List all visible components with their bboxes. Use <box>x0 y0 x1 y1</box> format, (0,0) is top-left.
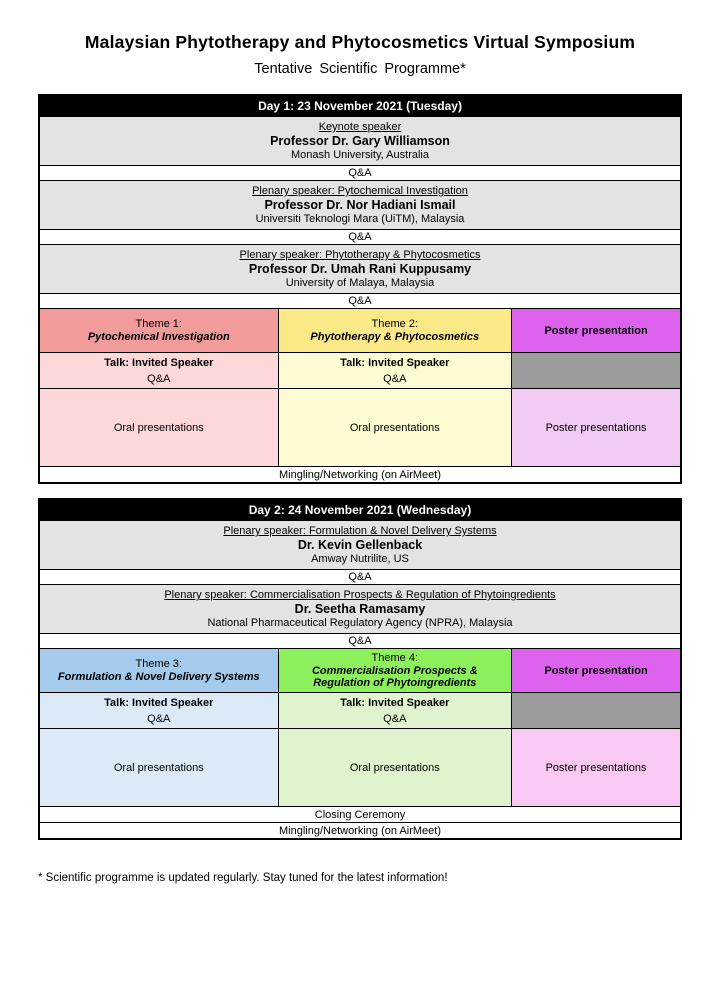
day2-plenary1-name: Dr. Kevin Gellenback <box>297 538 423 552</box>
day1-oral1-cell: Oral presentations <box>40 389 278 466</box>
day1-mingling-row: Mingling/Networking (on AirMeet) <box>40 466 680 482</box>
day2-poster-body-cell: Poster presentations <box>511 729 680 806</box>
day2-theme3-label: Theme 3: <box>135 658 182 670</box>
day2-theme-header-row <box>40 648 680 692</box>
day1-talk-row <box>40 352 680 388</box>
day2-talk2-label: Talk: Invited Speaker <box>340 696 450 709</box>
day2-theme4-title: Commercialisation Prospects & Regulation of Phytoingredients <box>311 665 478 689</box>
day1-theme-header-row <box>40 308 680 352</box>
day1-theme1-title: Pytochemical Investigation <box>87 331 230 343</box>
day2-talk1-qa: Q&A <box>147 712 171 725</box>
day2-header: Day 2: 24 November 2021 (Wednesday) <box>40 500 680 520</box>
day2-theme3-header-cell <box>40 649 278 692</box>
day2-programme-table <box>38 498 682 840</box>
day1-theme1-label: Theme 1: <box>135 318 182 330</box>
page-title: Malaysian Phytotherapy and Phytocosmetics Virtual Symposium <box>84 32 636 52</box>
day1-plenary2-block <box>40 244 680 293</box>
day1-theme2-header-cell <box>278 309 512 352</box>
day1-theme2-title: Phytotherapy & Phytocosmetics <box>310 331 480 343</box>
day1-keynote-role: Keynote speaker <box>318 121 402 133</box>
day1-keynote-name: Professor Dr. Gary Williamson <box>270 134 450 148</box>
day1-oral2-cell: Oral presentations <box>278 389 512 466</box>
day1-talk-empty-cell <box>511 353 680 388</box>
day2-mingling-row: Mingling/Networking (on AirMeet) <box>40 822 680 838</box>
day2-talk2-qa: Q&A <box>383 712 407 725</box>
footnote: * Scientific programme is updated regularly. Stay tuned for the latest information! <box>38 872 448 884</box>
day2-oral-row <box>40 728 680 806</box>
day2-theme4-label: Theme 4: <box>371 652 419 664</box>
day1-plenary1-affiliation: Universiti Teknologi Mara (UiTM), Malaysia <box>255 213 465 225</box>
day2-oral2-cell: Oral presentations <box>278 729 512 806</box>
day2-qa-2: Q&A <box>40 633 680 648</box>
day2-talk1-label: Talk: Invited Speaker <box>104 696 214 709</box>
day2-plenary1-affiliation: Amway Nutrilite, US <box>311 553 409 565</box>
day2-theme4-header-cell <box>278 649 512 692</box>
day2-oral1-cell: Oral presentations <box>40 729 278 806</box>
day1-keynote-block <box>40 116 680 165</box>
day2-talk2-cell <box>278 693 512 728</box>
day1-poster-header-cell: Poster presentation <box>511 309 680 352</box>
day2-plenary2-block <box>40 584 680 633</box>
day1-plenary2-role: Plenary speaker: Phytotherapy & Phytocosmetics <box>239 249 481 261</box>
day1-talk2-cell <box>278 353 512 388</box>
day1-plenary1-name: Professor Dr. Nor Hadiani Ismail <box>264 198 456 212</box>
day1-plenary1-role: Plenary speaker: Pytochemical Investigation <box>252 185 468 197</box>
day2-theme3-title: Formulation & Novel Delivery Systems <box>57 671 260 683</box>
day2-talk-row <box>40 692 680 728</box>
day1-theme1-header-cell <box>40 309 278 352</box>
page-subtitle: Tentative Scientific Programme* <box>254 61 466 77</box>
day1-theme2-label: Theme 2: <box>371 318 419 330</box>
day2-plenary2-role: Plenary speaker: Commercialisation Prospects & Regulation of Phytoingredients <box>164 589 556 601</box>
day1-programme-table <box>38 94 682 484</box>
day1-talk1-qa: Q&A <box>147 372 171 385</box>
day2-poster-header-cell: Poster presentation <box>511 649 680 692</box>
day2-closing-row: Closing Ceremony <box>40 806 680 822</box>
day2-plenary2-name: Dr. Seetha Ramasamy <box>294 602 426 616</box>
day1-keynote-affiliation: Monash University, Australia <box>291 149 429 161</box>
day1-qa-2: Q&A <box>40 229 680 244</box>
day1-talk2-qa: Q&A <box>383 372 407 385</box>
day2-qa-1: Q&A <box>40 569 680 584</box>
day1-talk1-label: Talk: Invited Speaker <box>104 356 214 369</box>
day2-plenary2-affiliation: National Pharmaceutical Regulatory Agency (NPRA), Malaysia <box>207 617 513 629</box>
day2-plenary1-block <box>40 520 680 569</box>
day1-header: Day 1: 23 November 2021 (Tuesday) <box>40 96 680 116</box>
day1-plenary1-block <box>40 180 680 229</box>
day1-plenary2-affiliation: University of Malaya, Malaysia <box>285 277 435 289</box>
day1-qa-1: Q&A <box>40 165 680 180</box>
day2-talk1-cell <box>40 693 278 728</box>
day2-talk-empty-cell <box>511 693 680 728</box>
day1-qa-3: Q&A <box>40 293 680 308</box>
day1-plenary2-name: Professor Dr. Umah Rani Kuppusamy <box>248 262 472 276</box>
day1-poster-body-cell: Poster presentations <box>511 389 680 466</box>
day1-talk2-label: Talk: Invited Speaker <box>340 356 450 369</box>
day2-plenary1-role: Plenary speaker: Formulation & Novel Delivery Systems <box>223 525 497 537</box>
day1-talk1-cell <box>40 353 278 388</box>
day1-oral-row <box>40 388 680 466</box>
